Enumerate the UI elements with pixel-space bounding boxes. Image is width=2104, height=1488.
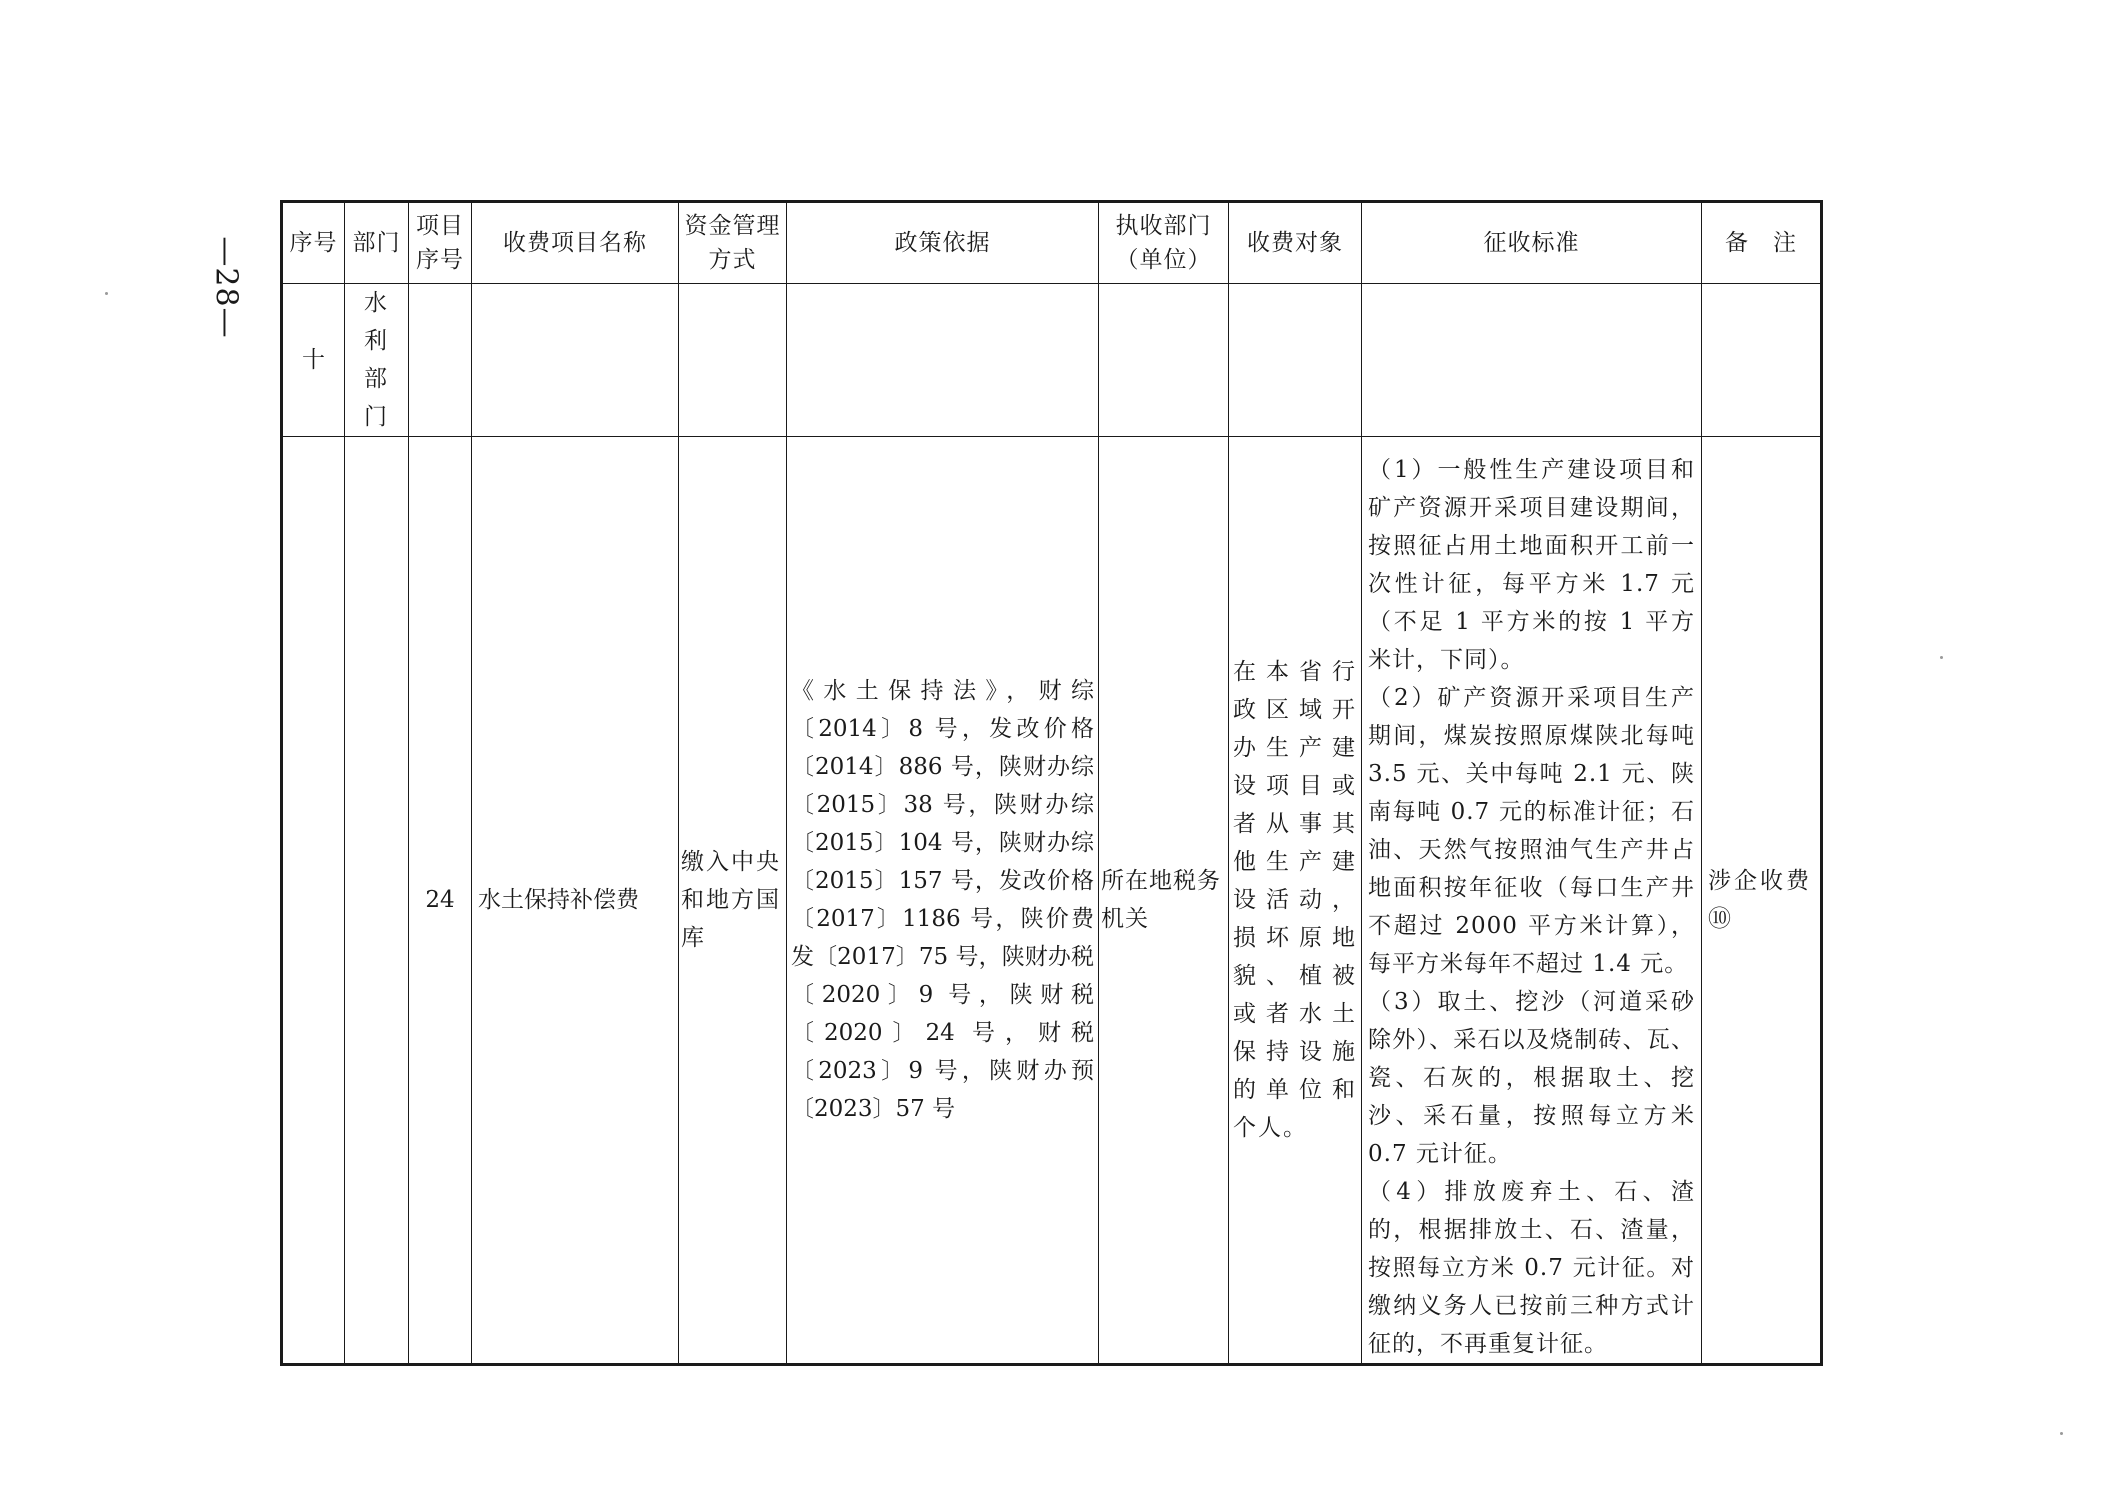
standard-item-4: （4）排放废弃土、石、渣的，根据排放土、石、渣量，按照每立方米 0.7 元计征。对缴纳义务人已按前三种方式计征的，不再重复计征。 [1368,1179,1695,1357]
fee-table [280,200,1823,1366]
section-empty-cell [787,284,1099,437]
scan-speck [2060,1432,2063,1435]
row-target: 在本省行政区域开办生产建设项目或者从事其他生产建设活动，损坏原地貌、植被或者水土保持设施的单位和个人。 [1229,437,1362,1365]
section-empty-cell [679,284,787,437]
row-dept-empty [345,437,409,1365]
section-row [282,284,1822,437]
row-remark: 涉企收费⑩ [1702,437,1822,1365]
scan-speck [105,292,108,295]
table-row [282,437,1822,1365]
section-seq: 十 [282,284,345,437]
header-exec-dept-line1: 执收部门 [1115,213,1212,239]
page-number [196,232,256,342]
header-exec-dept [1099,202,1229,284]
header-policy: 政策依据 [787,202,1099,284]
row-seq-empty [282,437,345,1365]
row-item-seq: 24 [409,437,472,1365]
section-empty-cell [1229,284,1362,437]
section-empty-cell [1099,284,1229,437]
row-exec-dept: 所在地税务机关 [1099,437,1229,1365]
header-item-seq-line2: 序号 [416,247,464,273]
section-dept: 水利部门 [345,284,409,437]
scan-speck [1940,656,1943,659]
section-empty-cell [1362,284,1702,437]
row-standard [1362,437,1702,1365]
header-item-seq [409,202,472,284]
standard-item-1: （1）一般性生产建设项目和矿产资源开采项目建设期间，按照征占用土地面积开工前一次性计征，每平方米 1.7 元（不足 1 平方米的按 1 平方米计，下同）。 [1368,457,1695,673]
header-standard: 征收标准 [1362,202,1702,284]
row-policy: 《水土保持法》，财综〔2014〕8 号，发改价格〔2014〕886 号，陕财办综〔2015〕38 号，陕财办综〔2015〕104 号，陕财办综〔2015〕157 号，发改价格〔2017〕1186 号，陕价费发〔2017〕75 号，陕财办税〔2020〕9 号，陕财税〔2020〕24 号，财税〔2023〕9 号，陕财办预〔2023〕57 号 [787,437,1099,1365]
header-fund-mgmt [679,202,787,284]
row-fund-mgmt: 缴入中央和地方国库 [679,437,787,1365]
header-seq: 序号 [282,202,345,284]
header-fund-mgmt-line2: 方式 [708,247,757,273]
header-fund-mgmt-line1: 资金管理 [684,213,781,239]
page-number-text: —28— [208,235,244,339]
section-empty-cell [409,284,472,437]
standard-item-2: （2）矿产资源开采项目生产期间，煤炭按照原煤陕北每吨 3.5 元、关中每吨 2.1 元、陕南每吨 0.7 元的标准计征；石油、天然气按照油气生产井占地面积按年征收（每口生产井不超过 2000 平方米计算），每平方米每年不超过 1.4 元。 [1368,685,1695,977]
row-fee-name: 水土保持补偿费 [472,437,679,1365]
header-remark: 备 注 [1702,202,1822,284]
header-item-seq-line1: 项目 [416,213,464,239]
standard-item-3: （3）取土、挖沙（河道采砂除外）、采石以及烧制砖、瓦、瓷、石灰的，根据取土、挖沙、采石量，按照每立方米 0.7 元计征。 [1368,989,1695,1167]
header-fee-name: 收费项目名称 [472,202,679,284]
section-empty-cell [1702,284,1822,437]
header-target: 收费对象 [1229,202,1362,284]
header-dept: 部门 [345,202,409,284]
header-exec-dept-line2: （单位） [1115,247,1212,273]
table-header [282,202,1822,284]
section-empty-cell [472,284,679,437]
